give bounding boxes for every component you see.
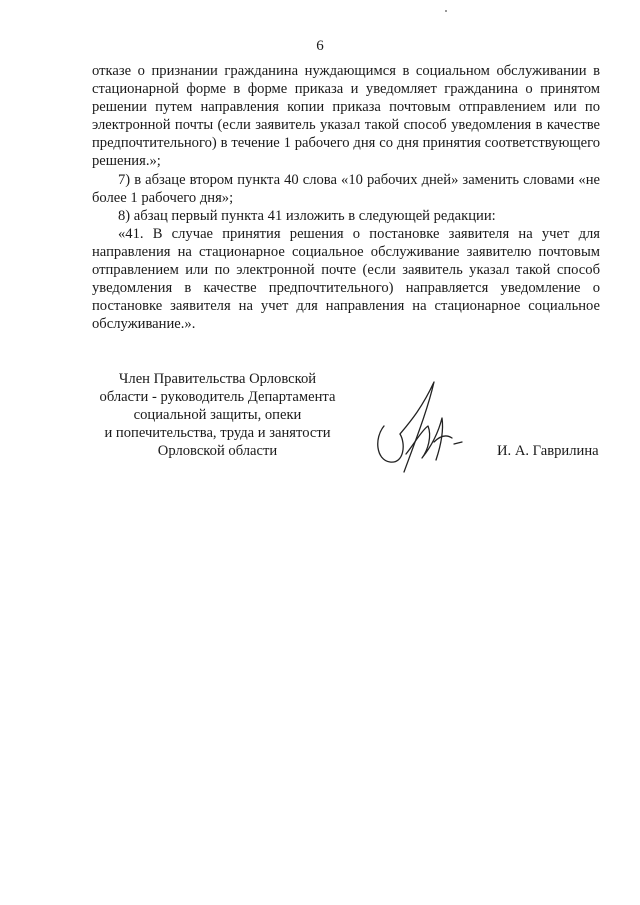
signature-stroke [434,436,452,442]
signature-stroke [378,426,403,462]
paragraph-clause-41: «41. В случае принятия решения о постановке заявителя на учет для направления на стационарное социальное обслуживание заявителю почтовым отправлением или по электронной почте (если заявитель указал такой способ уведомления в качестве предпочтительного) направляется уведомление о постановке заявителя на учет для направления на стационарное социальное обслуживание.». [92,225,600,333]
position-line: области - руководитель Департамента [99,389,336,406]
signatory-position [90,370,345,460]
position-line: социальной защиты, опеки [133,407,302,424]
paragraph-continuation: отказе о признании гражданина нуждающимся в социальном обслуживании в стационарной форме в форме приказа и уведомляет гражданина о принятом решении путем направления копии приказа почтовым отправлением или по электронной почты (если заявитель указал такой способ уведомления в качестве предпочтительного) в течение 1 рабочего дня со дня принятия соответствующего решения.»; [92,63,600,170]
page-number: 6 [316,38,324,54]
paragraph-item-8: 8) абзац первый пункта 41 изложить в следующей редакции: [118,207,496,224]
position-line: Орловской области [157,443,278,460]
handwritten-signature [370,378,480,478]
scan-speck [445,10,447,12]
document-body [92,62,600,333]
position-line: и попечительства, труда и занятости [104,425,331,442]
position-line: Член Правительства Орловской [118,371,317,387]
signer-name: И. А. Гаврилина [497,443,599,459]
paragraph-item-7: 7) в абзаце втором пункта 40 слова «10 рабочих дней» заменить словами «не более 1 рабочего дня»; [92,171,600,206]
signature-stroke [454,442,462,444]
